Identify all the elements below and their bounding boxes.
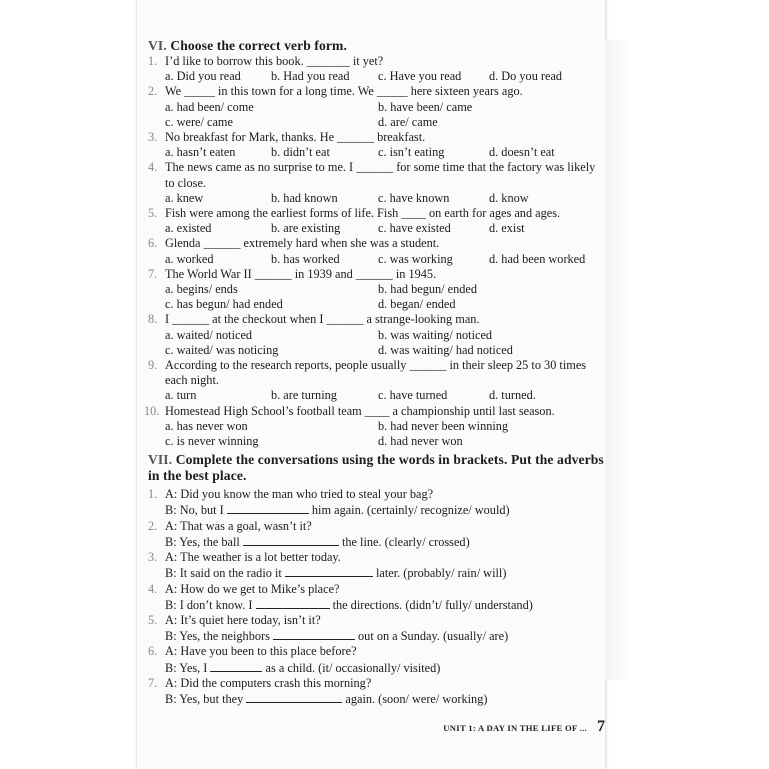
options-2a: [148, 100, 604, 115]
conversation-number: 6.: [148, 644, 158, 659]
option-b[interactable]: b. have been/ came: [378, 99, 473, 114]
line-b-start: B: Yes, I: [165, 660, 211, 675]
line-a: A: Have you been to this place before?: [165, 644, 357, 659]
question-number: 2.: [148, 84, 158, 99]
question-text: The World War II ______ in 1939 and ______ in 1945.: [165, 266, 437, 281]
option-b[interactable]: b. Had you read: [271, 69, 350, 84]
option-c[interactable]: c. have known: [378, 190, 450, 205]
line-b-end: later. (probably/ rain/ will): [372, 566, 507, 581]
section-6-number: VI.: [148, 38, 167, 53]
line-b-start: B: Yes, the ball: [165, 534, 243, 549]
option-b[interactable]: b. didn’t eat: [271, 145, 330, 160]
line-b: [165, 628, 604, 644]
question-number: 10.: [144, 403, 160, 418]
option-c[interactable]: c. have turned: [378, 388, 448, 403]
conversation-3: [148, 550, 604, 581]
line-b-end: again. (soon/ were/ working): [342, 691, 488, 706]
option-a[interactable]: a. worked: [165, 251, 214, 266]
line-b-start: B: I don’t know. I: [165, 597, 256, 612]
option-b[interactable]: b. are existing: [271, 221, 341, 236]
conversation-6: [148, 644, 604, 675]
answer-blank[interactable]: [210, 660, 262, 672]
option-c[interactable]: c. has begun/ had ended: [165, 297, 283, 312]
option-c[interactable]: c. have existed: [378, 221, 451, 236]
answer-blank[interactable]: [243, 534, 339, 546]
options-7a: [148, 282, 604, 297]
option-a[interactable]: a. hasn’t eaten: [165, 145, 236, 160]
question-text: Homestead High School’s football team ____ a championship until last season.: [165, 403, 555, 418]
option-b[interactable]: b. had known: [271, 190, 338, 205]
page-content: [144, 38, 604, 707]
options-2b: [148, 115, 604, 130]
question-number: 1.: [148, 54, 158, 68]
options-7b: [148, 297, 604, 312]
section-6-title: [148, 38, 604, 54]
options-1: [148, 69, 604, 84]
option-a[interactable]: a. waited/ noticed: [165, 327, 253, 342]
question-10: [144, 403, 604, 419]
option-d[interactable]: d. Do you read: [489, 69, 563, 84]
option-a[interactable]: a. turn: [165, 388, 197, 403]
line-b-end: as a child. (it/ occasionally/ visited): [262, 660, 441, 675]
option-c[interactable]: c. is never winning: [165, 434, 259, 449]
option-b[interactable]: b. had begun/ ended: [378, 282, 478, 297]
line-b-start: B: No, but I: [165, 503, 227, 518]
question-number: 9.: [148, 358, 158, 373]
question-3: [148, 130, 604, 145]
option-d[interactable]: d. was waiting/ had noticed: [378, 342, 513, 357]
line-b-end: the directions. (didn’t/ fully/ understand): [329, 597, 533, 612]
question-number: 6.: [148, 236, 158, 251]
unit-label: UNIT 1: A DAY IN THE LIFE OF ...: [443, 723, 587, 733]
answer-blank[interactable]: [273, 628, 355, 640]
options-4: [148, 191, 604, 206]
options-3: [148, 145, 604, 160]
option-a[interactable]: a. had been/ come: [165, 99, 254, 114]
section-6-heading: Choose the correct verb form.: [170, 38, 347, 53]
line-a: A: That was a goal, wasn’t it?: [165, 518, 312, 533]
section-7-title: [148, 452, 604, 484]
option-a[interactable]: a. knew: [165, 190, 204, 205]
line-b: [165, 502, 604, 518]
option-d[interactable]: d. turned.: [489, 388, 536, 403]
line-b: [165, 691, 604, 707]
question-text: The news came as no surprise to me. I ______ for some time that the factory was likely to close.: [165, 160, 596, 190]
question-text: I ______ at the checkout when I ______ a strange-looking man.: [165, 312, 480, 327]
option-c[interactable]: c. Have you read: [378, 69, 462, 84]
question-text: Glenda ______ extremely hard when she was a student.: [165, 236, 440, 251]
page-number: 7: [597, 718, 605, 735]
line-b: [165, 534, 604, 550]
section-7-number: VII.: [148, 452, 173, 468]
conversation-1: [148, 487, 604, 518]
option-a[interactable]: a. existed: [165, 221, 212, 236]
section-7-heading: Complete the conversations using the words in brackets. Put the adverbs in the best place.: [148, 452, 604, 484]
line-b-start: B: Yes, but they: [165, 691, 247, 706]
conversation-number: 3.: [148, 550, 158, 565]
answer-blank[interactable]: [227, 502, 309, 514]
option-d[interactable]: d. are/ came: [378, 114, 438, 129]
line-b: [165, 597, 604, 613]
line-b-start: B: It said on the radio it: [165, 566, 285, 581]
option-d[interactable]: d. exist: [489, 221, 525, 236]
question-text: I’d like to borrow this book. _______ it yet?: [165, 54, 384, 68]
question-5: [148, 206, 604, 221]
option-b[interactable]: b. are turning: [271, 388, 337, 403]
option-b[interactable]: b. has worked: [271, 251, 340, 266]
question-4: [148, 160, 604, 190]
option-b[interactable]: b. had never been winning: [378, 418, 509, 433]
conversation-5: [148, 613, 604, 644]
options-5: [148, 221, 604, 236]
question-number: 7.: [148, 266, 158, 281]
question-text: We _____ in this town for a long time. We _____ here sixteen years ago.: [165, 84, 523, 99]
line-a: A: Did the computers crash this morning?: [165, 675, 372, 690]
line-a: A: The weather is a lot better today.: [165, 550, 341, 565]
line-b: [165, 565, 604, 581]
conversation-number: 1.: [148, 487, 158, 502]
line-b: [165, 660, 604, 676]
option-d[interactable]: d. had never won: [378, 434, 463, 449]
option-c[interactable]: c. were/ came: [165, 114, 233, 129]
conversation-4: [148, 582, 604, 613]
question-text: Fish were among the earliest forms of life. Fish ____ on earth for ages and ages.: [165, 206, 561, 221]
option-c[interactable]: c. was working: [378, 251, 453, 266]
option-c[interactable]: c. isn’t eating: [378, 145, 445, 160]
options-6: [148, 252, 604, 267]
options-10a: [148, 419, 604, 434]
option-d[interactable]: d. doesn’t eat: [489, 145, 555, 160]
question-text: According to the research reports, people usually ______ in their sleep 25 to 30 times each night.: [165, 358, 587, 388]
option-d[interactable]: d. know: [489, 190, 529, 205]
line-b-end: the line. (clearly/ crossed): [338, 534, 470, 549]
option-d[interactable]: d. began/ ended: [378, 297, 456, 312]
question-7: [148, 267, 604, 282]
line-b-end: out on a Sunday. (usually/ are): [354, 629, 509, 644]
question-1: [148, 54, 604, 69]
option-a[interactable]: a. has never won: [165, 418, 248, 433]
option-a[interactable]: a. Did you read: [165, 69, 241, 84]
conversation-number: 2.: [148, 518, 158, 533]
next-page-edge: [605, 40, 631, 680]
answer-blank[interactable]: [256, 597, 330, 609]
question-6: [148, 236, 604, 251]
options-9: [148, 388, 604, 403]
answer-blank[interactable]: [285, 565, 373, 577]
options-8b: [148, 343, 604, 358]
page-footer: [415, 718, 605, 736]
question-number: 3.: [148, 130, 158, 145]
line-a: A: Did you know the man who tried to steal your bag?: [165, 487, 434, 502]
line-a: A: How do we get to Mike’s place?: [165, 581, 340, 596]
question-number: 8.: [148, 312, 158, 327]
conversation-number: 4.: [148, 581, 158, 596]
question-2: [148, 84, 604, 99]
options-8a: [148, 328, 604, 343]
option-b[interactable]: b. was waiting/ noticed: [378, 327, 493, 342]
conversation-2: [148, 519, 604, 550]
answer-blank[interactable]: [246, 691, 342, 703]
line-b-end: him again. (certainly/ recognize/ would): [308, 503, 510, 518]
conversation-number: 5.: [148, 612, 158, 627]
question-text: No breakfast for Mark, thanks. He ______ breakfast.: [165, 130, 426, 145]
line-b-start: B: Yes, the neighbors: [165, 629, 273, 644]
question-9: [148, 358, 604, 388]
conversation-number: 7.: [148, 675, 158, 690]
question-number: 4.: [148, 160, 158, 175]
question-number: 5.: [148, 206, 158, 221]
option-c[interactable]: c. waited/ was noticing: [165, 342, 279, 357]
question-8: [148, 312, 604, 327]
conversation-7: [148, 676, 604, 707]
line-a: A: It’s quiet here today, isn’t it?: [165, 612, 321, 627]
option-d[interactable]: d. had been worked: [489, 251, 586, 266]
option-a[interactable]: a. begins/ ends: [165, 282, 238, 297]
options-10b: [148, 434, 604, 449]
